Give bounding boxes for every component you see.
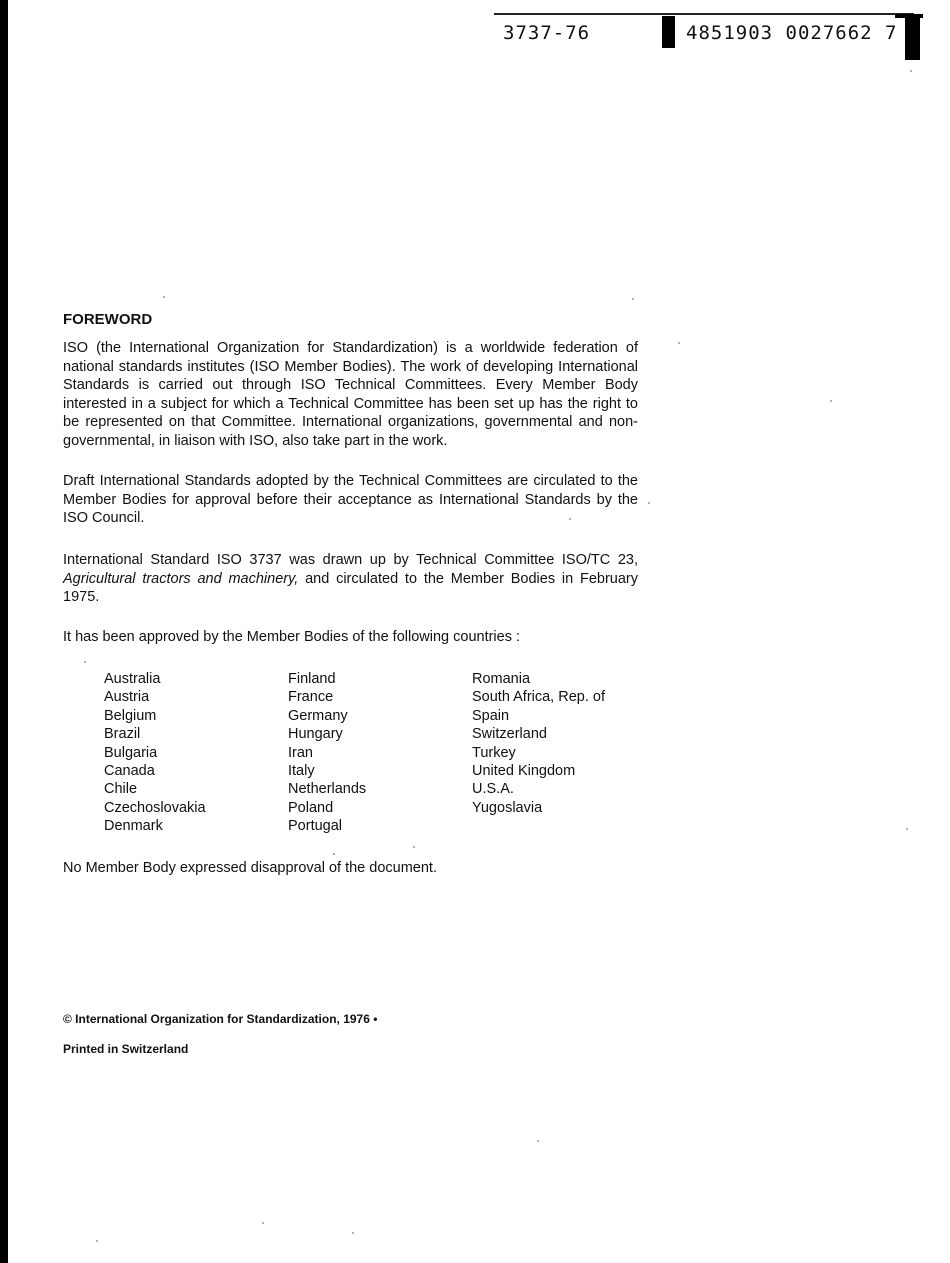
document-code: 3737-76 xyxy=(503,22,591,44)
list-item: Spain xyxy=(472,707,510,724)
list-item: Finland xyxy=(288,671,336,687)
list-item: Portugal xyxy=(288,818,343,835)
countries-column-3 xyxy=(472,670,672,836)
top-rule xyxy=(494,13,914,15)
countries-column-1 xyxy=(104,670,288,836)
list-item: Iran xyxy=(288,744,313,761)
list-item: Canada xyxy=(104,763,155,780)
list-item: Denmark xyxy=(104,818,163,835)
paragraph-3-suffix: and circulated to the Member Bodies in February 1975. xyxy=(63,570,638,605)
list-item: South Africa, Rep. of xyxy=(472,689,605,706)
list-item: Chile xyxy=(104,781,138,798)
scan-speck xyxy=(569,518,571,520)
scan-speck xyxy=(413,846,415,848)
list-item: Brazil xyxy=(104,726,141,743)
list-item: United Kingdom xyxy=(472,763,576,780)
barcode-number: 4851903 0027662 7 xyxy=(686,22,898,44)
scan-speck xyxy=(632,298,634,300)
copyright-notice: © International Organization for Standardization, 1976 • xyxy=(63,1012,378,1026)
scan-speck xyxy=(830,400,832,402)
scan-speck xyxy=(333,853,335,855)
committee-title: Agricultural tractors and machinery, xyxy=(63,570,299,587)
no-disapproval-statement: No Member Body expressed disapproval of the document. xyxy=(63,860,437,876)
scan-speck xyxy=(96,1240,98,1242)
list-item: Turkey xyxy=(472,744,516,761)
foreword-heading: FOREWORD xyxy=(63,311,153,328)
foreword-paragraph-2: Draft International Standards adopted by the Technical Committees are circulated to the Member Bodies for approval before their acceptance as International Standards by the ISO Council. xyxy=(63,473,638,526)
list-item: Hungary xyxy=(288,726,343,743)
scan-speck xyxy=(648,502,650,504)
list-item: Romania xyxy=(472,671,531,687)
countries-list xyxy=(104,670,672,836)
scan-mark-left xyxy=(662,16,675,48)
scan-mark-right xyxy=(905,16,920,60)
list-item: Germany xyxy=(288,707,348,724)
foreword-paragraph-3 xyxy=(63,551,638,607)
list-item: Australia xyxy=(104,671,161,687)
scan-speck xyxy=(352,1232,354,1234)
list-item: Poland xyxy=(288,799,334,816)
countries-column-2 xyxy=(288,670,472,836)
list-item: Bulgaria xyxy=(104,744,158,761)
approval-intro: It has been approved by the Member Bodies of the following countries : xyxy=(63,629,521,645)
printed-in-notice: Printed in Switzerland xyxy=(63,1042,189,1056)
list-item: France xyxy=(288,689,334,706)
list-item: Czechoslovakia xyxy=(104,799,206,816)
list-item: U.S.A. xyxy=(472,781,514,798)
scan-speck xyxy=(262,1222,264,1224)
scan-edge-left xyxy=(0,0,8,1263)
list-item: Italy xyxy=(288,763,315,780)
scan-speck xyxy=(678,342,680,344)
paragraph-3-prefix: International Standard ISO 3737 was drawn up by Technical Committee ISO/TC 23, xyxy=(63,552,638,568)
scan-speck xyxy=(906,828,908,830)
list-item: Austria xyxy=(104,689,150,706)
scan-speck xyxy=(537,1140,539,1142)
list-item: Switzerland xyxy=(472,726,547,743)
list-item: Yugoslavia xyxy=(472,799,543,816)
foreword-paragraph-1: ISO (the International Organization for Standardization) is a worldwide federation of national standards institutes (ISO Member Bodies). The work of developing International Standards is carried out through ISO Technical Committees. Every Member Body interested in a subject for which a Technical Committee has been set up has the right to be represented on that Committee. International organizations, governmental and non-governmental, in liaison with ISO, also take part in the work. xyxy=(63,340,638,449)
list-item: Netherlands xyxy=(288,781,367,798)
scan-speck xyxy=(163,296,165,298)
list-item: Belgium xyxy=(104,707,157,724)
scan-speck xyxy=(84,661,86,663)
scan-speck xyxy=(910,70,912,72)
